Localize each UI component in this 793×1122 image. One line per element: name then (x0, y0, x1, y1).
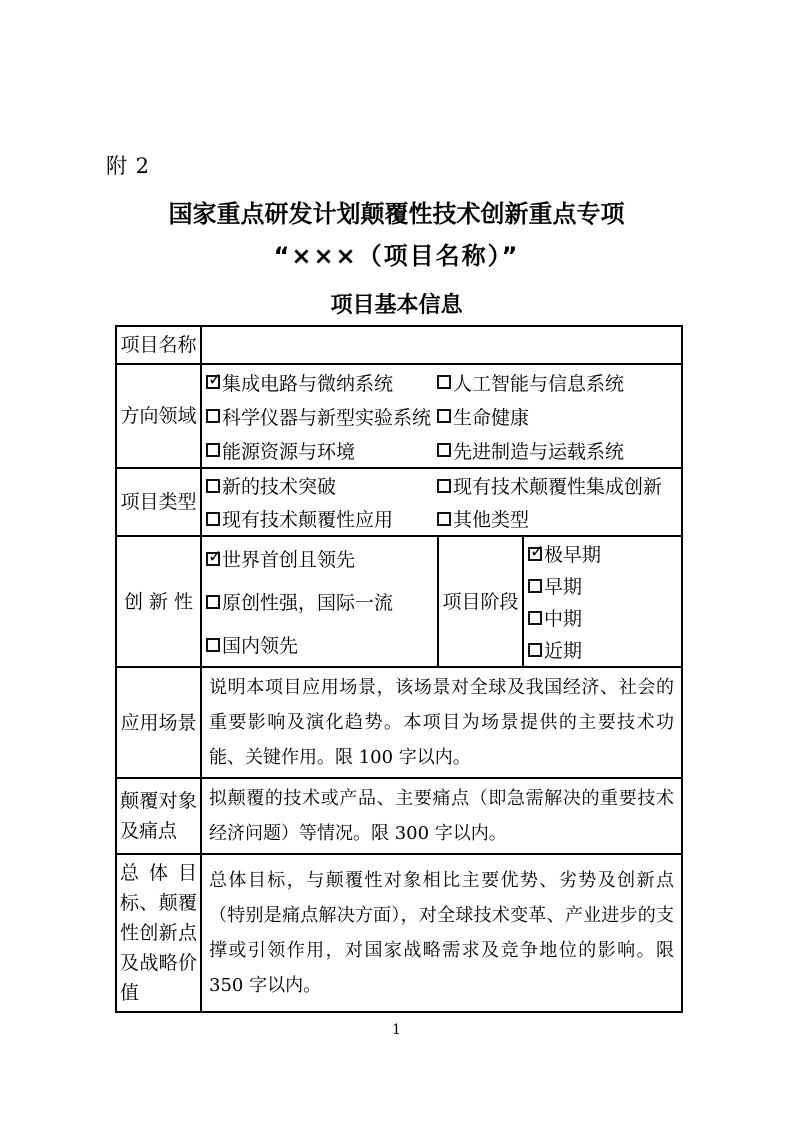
option-label: 人工智能与信息系统 (453, 372, 625, 395)
domestic-leading-option[interactable] (206, 623, 437, 666)
life-health-option[interactable] (437, 399, 681, 433)
overall-text-cell (201, 854, 682, 1012)
checkbox-icon (206, 638, 220, 652)
option-label: 其他类型 (453, 509, 530, 531)
option-label: 科学仪器与新型实验系统 (222, 406, 432, 429)
mid-stage-option[interactable] (528, 602, 681, 634)
target-pain-label: 颠覆对象及痛点 (116, 778, 201, 854)
checkbox-icon (437, 479, 451, 493)
checkbox-icon (528, 579, 542, 593)
option-label: 现有技术颠覆性集成创新 (453, 476, 663, 498)
disruptive-integration-option[interactable] (437, 469, 681, 502)
row-application (116, 667, 682, 778)
option-label: 新的技术突破 (222, 476, 337, 498)
overall-instructions: 总体目标，与颠覆性对象相比主要优势、劣势及创新点（特别是痛点解决方面），对全球技术变革、产业进步的支撑或引领作用，对国家战略需求及竞争地位的影响。限 350 字以内。 (209, 870, 675, 996)
option-label: 国内领先 (222, 635, 299, 657)
adv-manufacturing-option[interactable] (437, 433, 681, 467)
page-number: 1 (392, 1022, 401, 1038)
innovation-label: 创 新 性 (116, 536, 201, 667)
target-pain-instructions: 拟颠覆的技术或产品、主要痛点（即急需解决的重要技术经济问题）等情况。限 300 字以内。 (209, 788, 675, 844)
original-strong-option[interactable] (206, 580, 437, 623)
checkbox-icon (528, 643, 542, 657)
option-label: 原创性强，国际一流 (222, 592, 394, 614)
project-type-options (201, 468, 682, 536)
project-info-table (115, 325, 683, 1013)
checkbox-icon (206, 443, 220, 457)
checkbox-icon (206, 552, 220, 566)
checkbox-icon (206, 409, 220, 423)
application-instructions: 说明本项目应用场景，该场景对全球及我国经济、社会的重要影响及演化趋势。本项目为场景提供的主要技术功能、关键作用。限 100 字以内。 (209, 677, 675, 768)
checkbox-icon (206, 375, 220, 389)
project-name-label: 项目名称 (116, 326, 201, 364)
option-label: 极早期 (544, 544, 602, 566)
row-target-pain (116, 778, 682, 854)
checkbox-icon (206, 595, 220, 609)
option-label: 现有技术颠覆性应用 (222, 509, 394, 531)
early-stage-option[interactable] (528, 570, 681, 602)
option-label: 近期 (544, 640, 583, 662)
project-stage-label: 项目阶段 (438, 536, 523, 667)
sci-instruments-option[interactable] (206, 399, 437, 433)
option-label: 能源资源与环境 (222, 440, 356, 463)
project-name-placeholder-title: “×××（项目名称）” (273, 242, 520, 270)
option-label: 中期 (544, 608, 583, 630)
very-early-stage-option[interactable] (528, 538, 681, 570)
checkbox-icon (437, 512, 451, 526)
overall-label: 总体目标、颠覆性创新点及战略价值 (116, 854, 201, 1012)
other-type-option[interactable] (437, 502, 681, 535)
option-label: 集成电路与微纳系统 (222, 372, 394, 395)
new-tech-breakthrough-option[interactable] (206, 469, 437, 502)
checkbox-icon (528, 547, 542, 561)
project-name-value[interactable] (201, 326, 682, 364)
row-innovation (116, 536, 682, 667)
target-pain-text-cell (201, 778, 682, 854)
option-label: 世界首创且领先 (222, 549, 356, 571)
annex-label: 附 2 (106, 154, 151, 178)
world-first-option[interactable] (206, 537, 437, 580)
disruptive-application-option[interactable] (206, 502, 437, 535)
option-label: 先进制造与运载系统 (453, 440, 625, 463)
option-label: 生命健康 (453, 406, 530, 429)
checkbox-icon (206, 479, 220, 493)
application-label: 应用场景 (116, 667, 201, 778)
row-overall (116, 854, 682, 1012)
section-title: 项目基本信息 (330, 293, 463, 318)
integrated-circuits-option[interactable] (206, 365, 437, 399)
direction-label: 方向领域 (116, 364, 201, 468)
checkbox-icon (528, 611, 542, 625)
option-label: 早期 (544, 576, 583, 598)
innovation-options (201, 536, 438, 667)
row-project-name (116, 326, 682, 364)
project-type-label: 项目类型 (116, 468, 201, 536)
energy-env-option[interactable] (206, 433, 437, 467)
row-project-type (116, 468, 682, 536)
checkbox-icon (437, 375, 451, 389)
row-direction (116, 364, 682, 468)
ai-info-option[interactable] (437, 365, 681, 399)
near-stage-option[interactable] (528, 634, 681, 666)
application-text-cell (201, 667, 682, 778)
checkbox-icon (437, 443, 451, 457)
checkbox-icon (206, 512, 220, 526)
project-stage-options (523, 536, 682, 667)
direction-options (201, 364, 682, 468)
document-title: 国家重点研发计划颠覆性技术创新重点专项 (168, 200, 625, 228)
checkbox-icon (437, 409, 451, 423)
